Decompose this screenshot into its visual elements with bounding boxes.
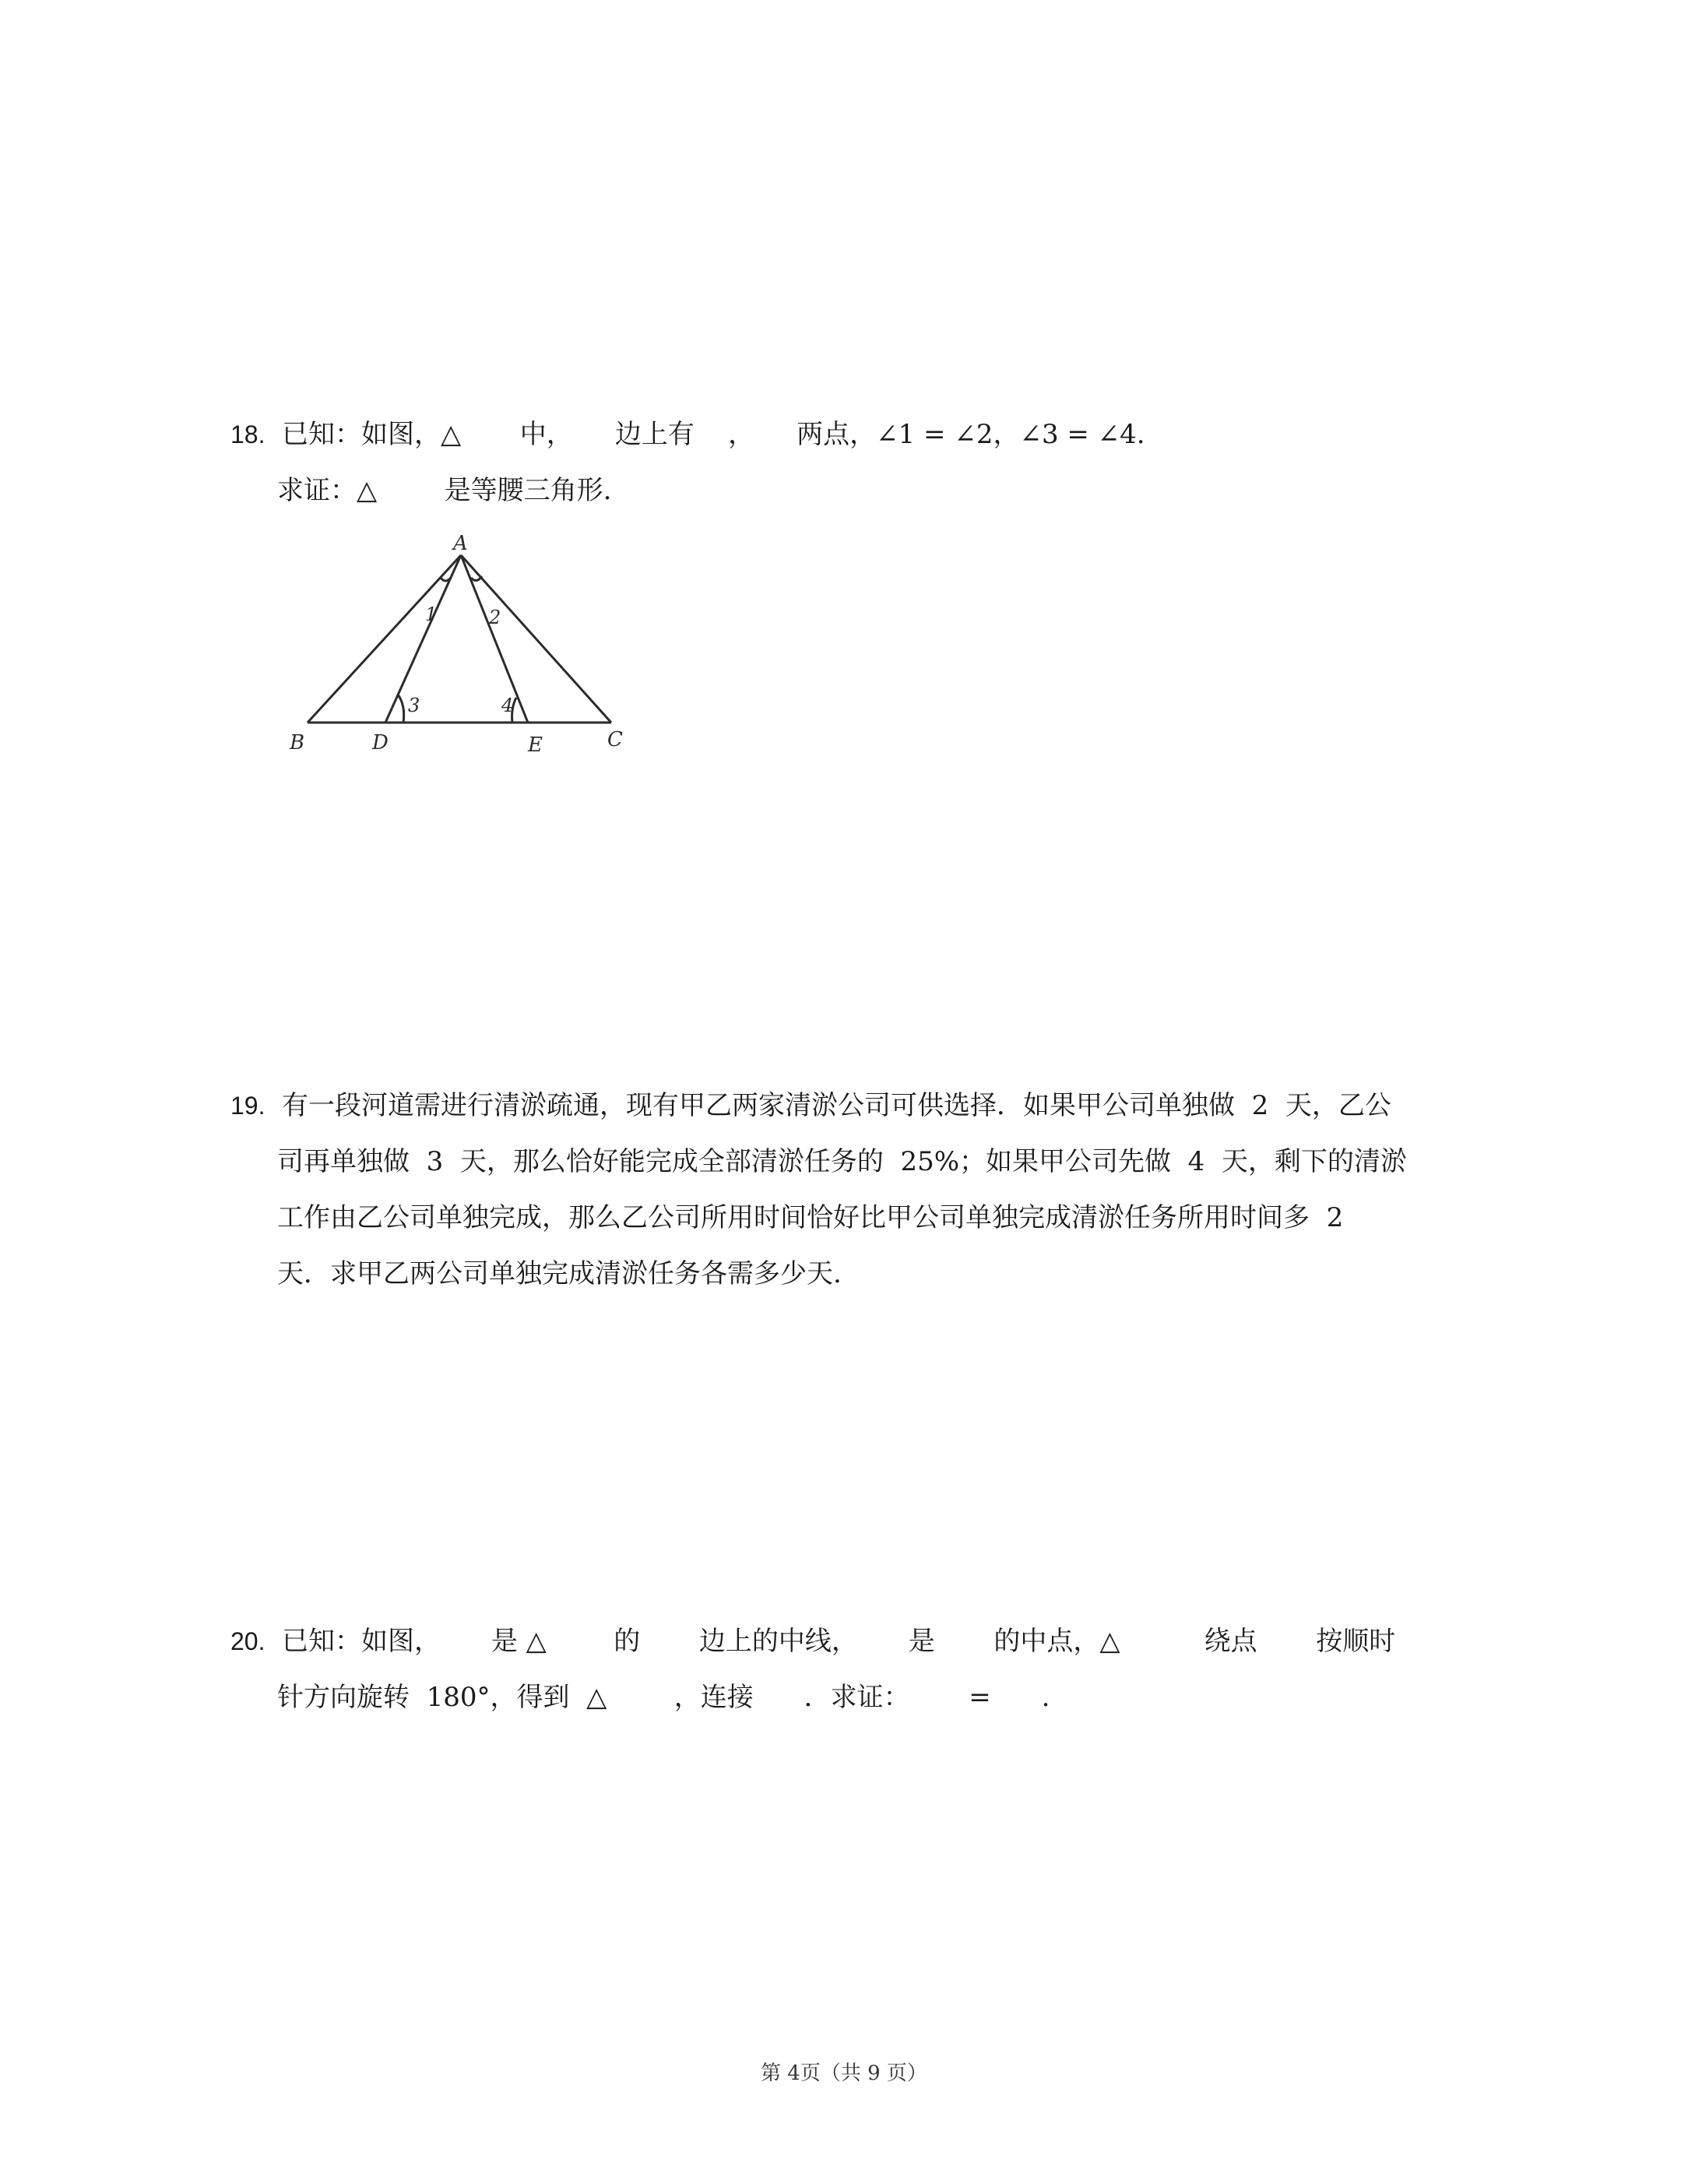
question-19-number: 19. xyxy=(230,1092,266,1120)
angle-label-2: 2 xyxy=(489,607,501,628)
angle-3-arc xyxy=(398,695,404,723)
question-20-line-2: 针方向旋转 180°，得到 △ ，连接 ．求证： = . xyxy=(277,1682,1050,1713)
side-ab xyxy=(308,555,461,723)
segment-ae xyxy=(461,555,528,723)
question-20-line-1: 已知：如图， 是 △ 的 边上的中线， 是 的中点，△ 绕点 按顺时 xyxy=(282,1626,1396,1657)
angle-1-arc xyxy=(441,578,451,581)
question-19-line-3: 工作由乙公司单独完成，那么乙公司所用时间恰好比甲公司单独完成清淤任务所用时间多 2 xyxy=(277,1202,1344,1233)
vertex-label-d: D xyxy=(372,731,389,754)
vertex-label-b: B xyxy=(290,731,305,754)
question-18-line-1: 已知：如图，△ 中， 边上有 ， 两点，∠1 = ∠2，∠3 = ∠4. xyxy=(282,419,1145,450)
question-19-line-1: 有一段河道需进行清淤疏通，现有甲乙两家清淤公司可供选择．如果甲公司单独做 2 天，乙公 xyxy=(282,1090,1391,1121)
vertex-label-a: A xyxy=(453,532,468,555)
page-footer: 第 4页（共 9 页） xyxy=(761,2062,927,2085)
side-ac xyxy=(461,555,611,723)
triangle-figure xyxy=(280,522,638,755)
question-18-number: 18. xyxy=(230,420,266,448)
question-19-line-2: 司再单独做 3 天，那么恰好能完成全部清淤任务的 25%；如果甲公司先做 4 天，剩下的清淤 xyxy=(277,1146,1407,1177)
vertex-label-e: E xyxy=(528,733,543,755)
question-18-line-2: 求证：△ 是等腰三角形. xyxy=(277,475,612,506)
angle-label-4: 4 xyxy=(501,695,514,716)
angle-label-3: 3 xyxy=(408,695,420,716)
angle-label-1: 1 xyxy=(425,603,438,625)
angle-2-arc xyxy=(471,576,482,581)
vertex-label-c: C xyxy=(607,728,623,751)
question-19-line-4: 天．求甲乙两公司单独完成清淤任务各需多少天. xyxy=(277,1258,842,1289)
question-20-number: 20. xyxy=(230,1627,266,1655)
